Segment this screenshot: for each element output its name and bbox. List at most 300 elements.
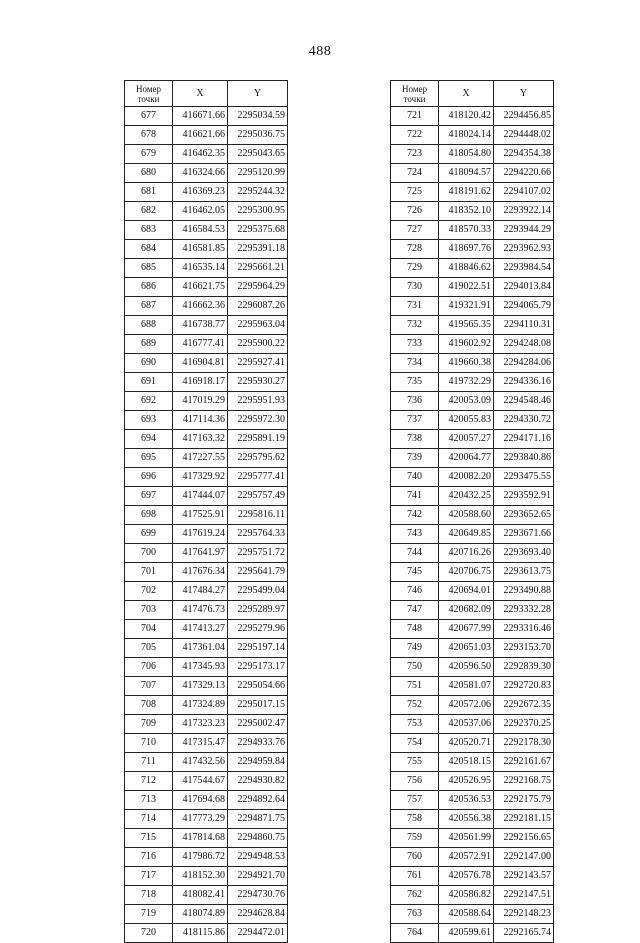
x-coordinate-cell: 416904.81 — [173, 354, 228, 373]
table-row — [391, 734, 554, 753]
point-number-cell: 691 — [125, 373, 173, 392]
point-number-cell: 697 — [125, 487, 173, 506]
table-row — [391, 867, 554, 886]
x-coordinate-cell: 417345.93 — [173, 658, 228, 677]
table-row — [391, 107, 554, 126]
page-number: 488 — [308, 44, 332, 59]
y-coordinate-cell: 2294220.66 — [494, 164, 554, 183]
point-number-cell: 762 — [391, 886, 439, 905]
point-number-cell: 714 — [125, 810, 173, 829]
point-number-cell: 743 — [391, 525, 439, 544]
table-row — [125, 791, 288, 810]
table-row — [125, 544, 288, 563]
y-coordinate-cell: 2295964.29 — [228, 278, 288, 297]
x-coordinate-cell: 417114.36 — [173, 411, 228, 430]
y-coordinate-cell: 2295499.04 — [228, 582, 288, 601]
y-coordinate-cell: 2293153.70 — [494, 639, 554, 658]
x-coordinate-cell: 417315.47 — [173, 734, 228, 753]
point-number-cell: 738 — [391, 430, 439, 449]
y-coordinate-cell: 2293693.40 — [494, 544, 554, 563]
table-row — [125, 772, 288, 791]
y-coordinate-cell: 2295197.14 — [228, 639, 288, 658]
x-coordinate-cell: 420572.06 — [439, 696, 494, 715]
point-number-cell: 758 — [391, 810, 439, 829]
table-row — [391, 145, 554, 164]
x-coordinate-cell: 420556.38 — [439, 810, 494, 829]
table-row — [391, 202, 554, 221]
y-coordinate-cell: 2294628.84 — [228, 905, 288, 924]
table-row — [391, 905, 554, 924]
y-coordinate-cell: 2295120.99 — [228, 164, 288, 183]
table-row — [391, 164, 554, 183]
y-coordinate-cell: 2292143.57 — [494, 867, 554, 886]
point-number-cell: 748 — [391, 620, 439, 639]
y-coordinate-cell: 2295279.96 — [228, 620, 288, 639]
x-coordinate-cell: 417986.72 — [173, 848, 228, 867]
y-coordinate-cell: 2294013.84 — [494, 278, 554, 297]
y-coordinate-cell: 2295289.97 — [228, 601, 288, 620]
table-row — [125, 867, 288, 886]
y-coordinate-cell: 2295244.32 — [228, 183, 288, 202]
table-row — [125, 202, 288, 221]
table-row — [391, 487, 554, 506]
point-number-cell: 688 — [125, 316, 173, 335]
x-coordinate-cell: 417676.34 — [173, 563, 228, 582]
x-coordinate-cell: 416369.23 — [173, 183, 228, 202]
y-coordinate-cell: 2294107.02 — [494, 183, 554, 202]
y-coordinate-cell: 2295900.22 — [228, 335, 288, 354]
point-number-cell: 759 — [391, 829, 439, 848]
y-coordinate-cell: 2292720.83 — [494, 677, 554, 696]
table-row — [125, 411, 288, 430]
table-row — [391, 696, 554, 715]
y-coordinate-cell: 2294456.85 — [494, 107, 554, 126]
x-coordinate-cell: 420588.64 — [439, 905, 494, 924]
y-coordinate-cell: 2294354.38 — [494, 145, 554, 164]
y-coordinate-cell: 2295972.30 — [228, 411, 288, 430]
table-row — [391, 240, 554, 259]
y-coordinate-cell: 2295661.21 — [228, 259, 288, 278]
x-header: X — [173, 81, 228, 107]
table-row — [391, 449, 554, 468]
point-number-cell: 713 — [125, 791, 173, 810]
x-header: X — [439, 81, 494, 107]
y-coordinate-cell: 2293613.75 — [494, 563, 554, 582]
coordinates-table-left — [124, 80, 288, 943]
x-coordinate-cell: 417619.24 — [173, 525, 228, 544]
y-coordinate-cell: 2294948.53 — [228, 848, 288, 867]
table-row — [391, 525, 554, 544]
y-coordinate-cell: 2294959.84 — [228, 753, 288, 772]
y-coordinate-cell: 2295017.15 — [228, 696, 288, 715]
x-coordinate-cell: 416584.53 — [173, 221, 228, 240]
y-coordinate-cell: 2295930.27 — [228, 373, 288, 392]
x-coordinate-cell: 420581.07 — [439, 677, 494, 696]
x-coordinate-cell: 418697.76 — [439, 240, 494, 259]
y-coordinate-cell: 2292148.23 — [494, 905, 554, 924]
y-header: Y — [228, 81, 288, 107]
table-header-row — [125, 81, 288, 107]
y-coordinate-cell: 2292175.79 — [494, 791, 554, 810]
x-coordinate-cell: 417329.92 — [173, 468, 228, 487]
table-row — [391, 620, 554, 639]
point-number-cell: 732 — [391, 316, 439, 335]
y-coordinate-cell: 2292370.25 — [494, 715, 554, 734]
point-number-cell: 681 — [125, 183, 173, 202]
y-coordinate-cell: 2293922.14 — [494, 202, 554, 221]
y-coordinate-cell: 2296087.26 — [228, 297, 288, 316]
point-number-cell: 695 — [125, 449, 173, 468]
point-number-cell: 696 — [125, 468, 173, 487]
y-coordinate-cell: 2294171.16 — [494, 430, 554, 449]
y-coordinate-cell: 2294730.76 — [228, 886, 288, 905]
point-number-cell: 730 — [391, 278, 439, 297]
y-coordinate-cell: 2292178.30 — [494, 734, 554, 753]
point-number-cell: 754 — [391, 734, 439, 753]
y-coordinate-cell: 2294871.75 — [228, 810, 288, 829]
table-row — [125, 297, 288, 316]
y-coordinate-cell: 2295054.66 — [228, 677, 288, 696]
y-coordinate-cell: 2293592.91 — [494, 487, 554, 506]
point-number-cell: 729 — [391, 259, 439, 278]
table-row — [391, 392, 554, 411]
point-number-cell: 689 — [125, 335, 173, 354]
point-number-cell: 750 — [391, 658, 439, 677]
y-coordinate-cell: 2292181.15 — [494, 810, 554, 829]
point-number-cell: 678 — [125, 126, 173, 145]
point-number-cell: 755 — [391, 753, 439, 772]
point-number-cell: 693 — [125, 411, 173, 430]
table-row — [391, 810, 554, 829]
table-row — [125, 563, 288, 582]
point-number-cell: 717 — [125, 867, 173, 886]
point-number-header-line1: Номер — [401, 84, 428, 94]
point-number-cell: 735 — [391, 373, 439, 392]
y-coordinate-cell: 2295816.11 — [228, 506, 288, 525]
table-row — [125, 335, 288, 354]
x-coordinate-cell: 420596.50 — [439, 658, 494, 677]
point-number-cell: 733 — [391, 335, 439, 354]
table-row — [125, 183, 288, 202]
x-coordinate-cell: 417814.68 — [173, 829, 228, 848]
point-number-cell: 701 — [125, 563, 173, 582]
table-row — [125, 734, 288, 753]
point-number-cell: 718 — [125, 886, 173, 905]
point-number-cell: 677 — [125, 107, 173, 126]
x-coordinate-cell: 417544.67 — [173, 772, 228, 791]
x-coordinate-cell: 418115.86 — [173, 924, 228, 943]
table-row — [125, 126, 288, 145]
point-number-cell: 739 — [391, 449, 439, 468]
y-coordinate-cell: 2295757.49 — [228, 487, 288, 506]
point-number-cell: 751 — [391, 677, 439, 696]
y-coordinate-cell: 2295951.93 — [228, 392, 288, 411]
point-number-cell: 744 — [391, 544, 439, 563]
y-coordinate-cell: 2295300.95 — [228, 202, 288, 221]
table-row — [391, 829, 554, 848]
point-number-cell: 700 — [125, 544, 173, 563]
table-row — [125, 886, 288, 905]
x-coordinate-cell: 420576.78 — [439, 867, 494, 886]
table-row — [125, 582, 288, 601]
y-coordinate-cell: 2294065.79 — [494, 297, 554, 316]
table-row — [391, 506, 554, 525]
table-row — [391, 259, 554, 278]
x-coordinate-cell: 420682.09 — [439, 601, 494, 620]
table-row — [125, 221, 288, 240]
y-coordinate-cell: 2293332.28 — [494, 601, 554, 620]
table-row — [391, 715, 554, 734]
table-row — [125, 107, 288, 126]
table-row — [125, 373, 288, 392]
x-coordinate-cell: 420432.25 — [439, 487, 494, 506]
point-number-cell: 690 — [125, 354, 173, 373]
x-coordinate-cell: 418094.57 — [439, 164, 494, 183]
table-row — [391, 772, 554, 791]
table-row — [125, 715, 288, 734]
point-number-cell: 711 — [125, 753, 173, 772]
table-row — [391, 544, 554, 563]
x-coordinate-cell: 420082.20 — [439, 468, 494, 487]
x-coordinate-cell: 418570.33 — [439, 221, 494, 240]
x-coordinate-cell: 417484.27 — [173, 582, 228, 601]
x-coordinate-cell: 420694.01 — [439, 582, 494, 601]
y-coordinate-cell: 2294336.16 — [494, 373, 554, 392]
table-row — [391, 411, 554, 430]
y-coordinate-cell: 2294330.72 — [494, 411, 554, 430]
table-row — [391, 430, 554, 449]
table-row — [125, 905, 288, 924]
point-number-cell: 702 — [125, 582, 173, 601]
point-number-cell: 692 — [125, 392, 173, 411]
point-number-cell: 686 — [125, 278, 173, 297]
x-coordinate-cell: 419321.91 — [439, 297, 494, 316]
table-row — [391, 601, 554, 620]
y-coordinate-cell: 2295641.79 — [228, 563, 288, 582]
y-coordinate-cell: 2294472.01 — [228, 924, 288, 943]
table-row — [391, 221, 554, 240]
x-coordinate-cell: 420561.99 — [439, 829, 494, 848]
x-coordinate-cell: 420677.99 — [439, 620, 494, 639]
table-row — [391, 886, 554, 905]
y-coordinate-cell: 2293984.54 — [494, 259, 554, 278]
table-row — [125, 658, 288, 677]
table-row — [391, 468, 554, 487]
coordinates-table-right — [390, 80, 554, 943]
point-number-cell: 720 — [125, 924, 173, 943]
x-coordinate-cell: 416621.75 — [173, 278, 228, 297]
point-number-cell: 737 — [391, 411, 439, 430]
y-coordinate-cell: 2295795.62 — [228, 449, 288, 468]
point-number-cell: 752 — [391, 696, 439, 715]
y-coordinate-cell: 2294892.64 — [228, 791, 288, 810]
x-coordinate-cell: 417773.29 — [173, 810, 228, 829]
y-coordinate-cell: 2294284.06 — [494, 354, 554, 373]
y-coordinate-cell: 2292161.67 — [494, 753, 554, 772]
table-row — [125, 525, 288, 544]
point-number-cell: 740 — [391, 468, 439, 487]
y-coordinate-cell: 2294921.70 — [228, 867, 288, 886]
table-row — [125, 506, 288, 525]
y-coordinate-cell: 2294860.75 — [228, 829, 288, 848]
table-row — [125, 430, 288, 449]
table-row — [125, 924, 288, 943]
x-coordinate-cell: 420572.91 — [439, 848, 494, 867]
point-number-cell: 705 — [125, 639, 173, 658]
point-number-cell: 687 — [125, 297, 173, 316]
x-coordinate-cell: 416671.66 — [173, 107, 228, 126]
point-number-cell: 715 — [125, 829, 173, 848]
x-coordinate-cell: 418191.62 — [439, 183, 494, 202]
x-coordinate-cell: 417227.55 — [173, 449, 228, 468]
y-coordinate-cell: 2294930.82 — [228, 772, 288, 791]
y-coordinate-cell: 2295043.65 — [228, 145, 288, 164]
point-number-header-line2: точки — [137, 94, 160, 104]
point-number-cell: 757 — [391, 791, 439, 810]
point-number-cell: 716 — [125, 848, 173, 867]
table-row — [391, 373, 554, 392]
table-row — [125, 829, 288, 848]
point-number-cell: 742 — [391, 506, 439, 525]
x-coordinate-cell: 416662.36 — [173, 297, 228, 316]
x-coordinate-cell: 417413.27 — [173, 620, 228, 639]
y-coordinate-cell: 2292165.74 — [494, 924, 554, 943]
table-row — [125, 278, 288, 297]
point-number-cell: 710 — [125, 734, 173, 753]
x-coordinate-cell: 420706.75 — [439, 563, 494, 582]
table-row — [125, 601, 288, 620]
y-coordinate-cell: 2295963.04 — [228, 316, 288, 335]
point-number-cell: 699 — [125, 525, 173, 544]
x-coordinate-cell: 418074.89 — [173, 905, 228, 924]
table-row — [125, 810, 288, 829]
y-coordinate-cell: 2294110.31 — [494, 316, 554, 335]
point-number-cell: 726 — [391, 202, 439, 221]
x-coordinate-cell: 420055.83 — [439, 411, 494, 430]
x-coordinate-cell: 419660.38 — [439, 354, 494, 373]
x-coordinate-cell: 418054.80 — [439, 145, 494, 164]
y-coordinate-cell: 2292672.35 — [494, 696, 554, 715]
y-coordinate-cell: 2293671.66 — [494, 525, 554, 544]
y-coordinate-cell: 2295002.47 — [228, 715, 288, 734]
y-coordinate-cell: 2293944.29 — [494, 221, 554, 240]
y-coordinate-cell: 2293840.86 — [494, 449, 554, 468]
x-coordinate-cell: 420526.95 — [439, 772, 494, 791]
x-coordinate-cell: 416581.85 — [173, 240, 228, 259]
x-coordinate-cell: 420537.06 — [439, 715, 494, 734]
y-coordinate-cell: 2293652.65 — [494, 506, 554, 525]
point-number-cell: 680 — [125, 164, 173, 183]
y-coordinate-cell: 2295173.17 — [228, 658, 288, 677]
x-coordinate-cell: 420586.82 — [439, 886, 494, 905]
table-header-row — [391, 81, 554, 107]
point-number-cell: 709 — [125, 715, 173, 734]
table-row — [391, 582, 554, 601]
table-row — [391, 183, 554, 202]
x-coordinate-cell: 419602.92 — [439, 335, 494, 354]
x-coordinate-cell: 420599.61 — [439, 924, 494, 943]
x-coordinate-cell: 417019.29 — [173, 392, 228, 411]
x-coordinate-cell: 417525.91 — [173, 506, 228, 525]
point-number-cell: 763 — [391, 905, 439, 924]
point-number-cell: 734 — [391, 354, 439, 373]
x-coordinate-cell: 417324.89 — [173, 696, 228, 715]
x-coordinate-cell: 419732.29 — [439, 373, 494, 392]
point-number-cell: 723 — [391, 145, 439, 164]
point-number-cell: 747 — [391, 601, 439, 620]
x-coordinate-cell: 420649.85 — [439, 525, 494, 544]
x-coordinate-cell: 417163.32 — [173, 430, 228, 449]
point-number-cell: 685 — [125, 259, 173, 278]
point-number-cell: 724 — [391, 164, 439, 183]
x-coordinate-cell: 420651.03 — [439, 639, 494, 658]
point-number-cell: 731 — [391, 297, 439, 316]
x-coordinate-cell: 416918.17 — [173, 373, 228, 392]
table-row — [391, 639, 554, 658]
point-number-cell: 764 — [391, 924, 439, 943]
x-coordinate-cell: 417444.07 — [173, 487, 228, 506]
point-number-cell: 746 — [391, 582, 439, 601]
y-coordinate-cell: 2294448.02 — [494, 126, 554, 145]
x-coordinate-cell: 420064.77 — [439, 449, 494, 468]
y-coordinate-cell: 2292168.75 — [494, 772, 554, 791]
x-coordinate-cell: 418024.14 — [439, 126, 494, 145]
x-coordinate-cell: 416324.66 — [173, 164, 228, 183]
x-coordinate-cell: 418120.42 — [439, 107, 494, 126]
point-number-cell: 721 — [391, 107, 439, 126]
x-coordinate-cell: 420536.53 — [439, 791, 494, 810]
y-coordinate-cell: 2295891.19 — [228, 430, 288, 449]
point-number-cell: 694 — [125, 430, 173, 449]
table-row — [125, 677, 288, 696]
table-row — [125, 259, 288, 278]
point-number-cell: 760 — [391, 848, 439, 867]
table-row — [391, 335, 554, 354]
x-coordinate-cell: 417329.13 — [173, 677, 228, 696]
table-row — [125, 240, 288, 259]
table-row — [125, 639, 288, 658]
table-row — [391, 278, 554, 297]
point-number-cell: 683 — [125, 221, 173, 240]
table-row — [125, 316, 288, 335]
y-coordinate-cell: 2295034.59 — [228, 107, 288, 126]
x-coordinate-cell: 417323.23 — [173, 715, 228, 734]
point-number-cell: 719 — [125, 905, 173, 924]
table-body — [125, 107, 288, 943]
point-number-cell: 736 — [391, 392, 439, 411]
table-row — [391, 677, 554, 696]
y-coordinate-cell: 2294548.46 — [494, 392, 554, 411]
x-coordinate-cell: 416462.05 — [173, 202, 228, 221]
y-coordinate-cell: 2295927.41 — [228, 354, 288, 373]
point-number-cell: 749 — [391, 639, 439, 658]
table-row — [391, 297, 554, 316]
table-row — [391, 753, 554, 772]
x-coordinate-cell: 416535.14 — [173, 259, 228, 278]
table-row — [125, 392, 288, 411]
point-number-cell: 741 — [391, 487, 439, 506]
x-coordinate-cell: 418152.30 — [173, 867, 228, 886]
point-number-cell: 727 — [391, 221, 439, 240]
table-row — [125, 620, 288, 639]
point-number-cell: 704 — [125, 620, 173, 639]
point-number-cell: 703 — [125, 601, 173, 620]
point-number-header — [125, 81, 173, 107]
y-coordinate-cell: 2292147.00 — [494, 848, 554, 867]
table-row — [391, 848, 554, 867]
point-number-cell: 684 — [125, 240, 173, 259]
table-row — [125, 354, 288, 373]
